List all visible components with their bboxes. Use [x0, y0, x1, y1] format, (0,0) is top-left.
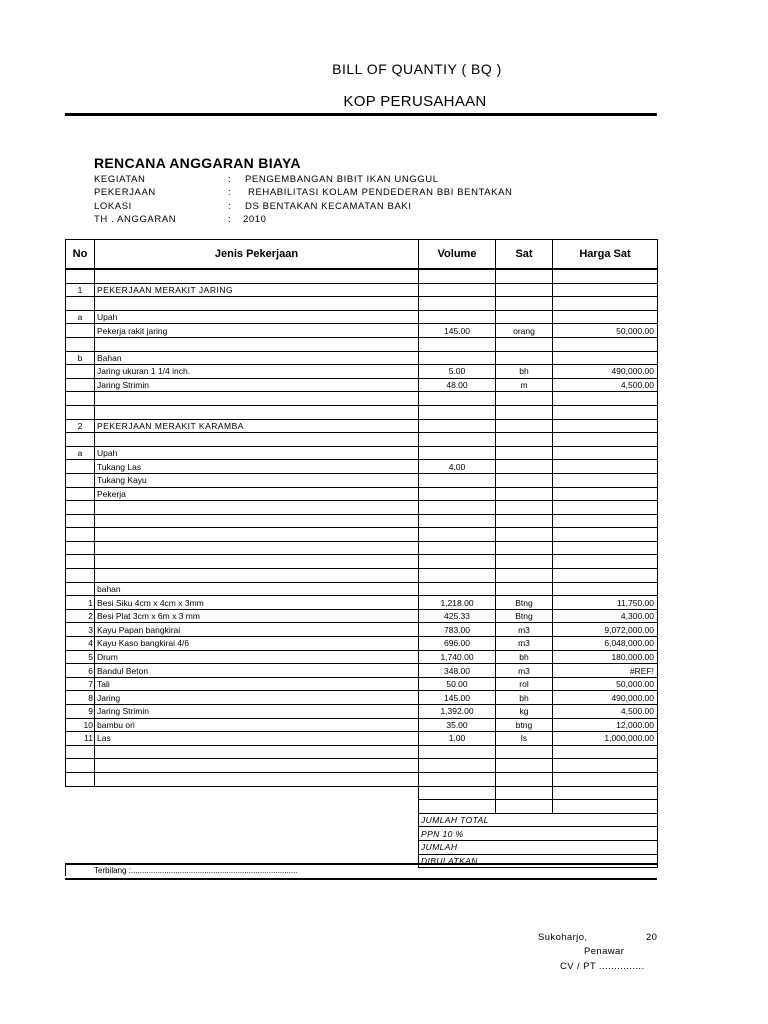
- cell-harga-sat: [553, 514, 658, 528]
- cell-sat: bh: [496, 691, 553, 705]
- info-separator: :: [228, 214, 232, 225]
- cell-sat: Btng: [496, 609, 553, 623]
- table-header-row: [66, 240, 658, 270]
- cell-volume: [419, 337, 496, 351]
- cell-jenis-pekerjaan: [95, 555, 419, 569]
- cell-volume: [419, 528, 496, 542]
- cell-no: [66, 269, 95, 283]
- cell-volume: [419, 310, 496, 324]
- cell-harga-sat: [553, 460, 658, 474]
- info-label-anggaran: TH . ANGGARAN: [94, 214, 177, 225]
- cell-jenis-pekerjaan: Drum: [95, 650, 419, 664]
- cell-jenis-pekerjaan: Tukang Las: [95, 460, 419, 474]
- cell-jenis-pekerjaan: Jaring ukuran 1 1/4 inch.: [95, 365, 419, 379]
- table-row: [66, 351, 658, 365]
- cell-sat: [496, 786, 553, 800]
- header-harga-sat: Harga Sat: [553, 240, 658, 270]
- table-row: [66, 541, 658, 555]
- cell-no: [66, 460, 95, 474]
- cell-harga-sat: [553, 800, 658, 814]
- cell-volume: 145.00: [419, 324, 496, 338]
- cell-harga-sat: [553, 541, 658, 555]
- info-value-pekerjaan: REHABILITASI KOLAM PENDEDERAN BBI BENTAKAN: [248, 187, 513, 198]
- cell-sat: [496, 433, 553, 447]
- cell-volume: 696.00: [419, 637, 496, 651]
- table-row: [66, 650, 658, 664]
- cell-volume: 1,392.00: [419, 705, 496, 719]
- empty-cell: [66, 800, 95, 814]
- cell-harga-sat: [553, 745, 658, 759]
- cell-volume: [419, 392, 496, 406]
- cell-harga-sat: [553, 555, 658, 569]
- empty-cell: [66, 827, 95, 841]
- info-value-anggaran: 2010: [243, 214, 267, 225]
- table-row: [66, 283, 658, 297]
- cell-jenis-pekerjaan: [95, 541, 419, 555]
- cell-volume: 1,218.00: [419, 596, 496, 610]
- cell-jenis-pekerjaan: [95, 433, 419, 447]
- cell-no: [66, 745, 95, 759]
- cell-jenis-pekerjaan: [95, 569, 419, 583]
- summary-label: PPN 10 %: [419, 827, 658, 841]
- cell-sat: [496, 419, 553, 433]
- cell-no: [66, 473, 95, 487]
- cell-sat: kg: [496, 705, 553, 719]
- table-row: [66, 732, 658, 746]
- section-title: PEKERJAAN MERAKIT KARAMBA: [95, 419, 419, 433]
- table-row: [66, 772, 658, 786]
- cell-sat: [496, 446, 553, 460]
- cell-volume: [419, 555, 496, 569]
- cell-jenis-pekerjaan: Bandul Beton: [95, 664, 419, 678]
- cell-volume: [419, 446, 496, 460]
- cell-no: 8: [66, 691, 95, 705]
- cell-sat: m: [496, 378, 553, 392]
- cell-jenis-pekerjaan: Besi Siku 4cm x 4cm x 3mm: [95, 596, 419, 610]
- header-jenis-pekerjaan: Jenis Pekerjaan: [95, 240, 419, 270]
- cell-no: 4: [66, 637, 95, 651]
- cell-jenis-pekerjaan: Kayu Papan bangkirai: [95, 623, 419, 637]
- rab-title: RENCANA ANGGARAN BIAYA: [94, 155, 301, 171]
- cell-no: a: [66, 446, 95, 460]
- cell-jenis-pekerjaan: [95, 759, 419, 773]
- cell-no: [66, 324, 95, 338]
- cell-no: [66, 405, 95, 419]
- empty-cell: [66, 840, 95, 854]
- cell-sat: [496, 541, 553, 555]
- cell-jenis-pekerjaan: [95, 392, 419, 406]
- cell-jenis-pekerjaan: [95, 772, 419, 786]
- cell-sat: [496, 528, 553, 542]
- info-separator: :: [228, 187, 232, 198]
- header-no: No: [66, 240, 95, 270]
- cell-jenis-pekerjaan: Tali: [95, 677, 419, 691]
- table-row: [66, 569, 658, 583]
- empty-cell: [66, 813, 95, 827]
- signature-role: Penawar: [584, 946, 625, 957]
- cell-harga-sat: 1,000,000.00: [553, 732, 658, 746]
- cell-harga-sat: #REF!: [553, 664, 658, 678]
- cell-harga-sat: 4,500.00: [553, 705, 658, 719]
- cell-volume: 145.00: [419, 691, 496, 705]
- cell-no: [66, 772, 95, 786]
- cell-harga-sat: 4,500.00: [553, 378, 658, 392]
- cell-volume: [419, 745, 496, 759]
- cell-harga-sat: [553, 473, 658, 487]
- cell-sat: bh: [496, 365, 553, 379]
- cell-no: 7: [66, 677, 95, 691]
- cell-volume: [419, 351, 496, 365]
- summary-row: [66, 827, 658, 841]
- cell-volume: [419, 405, 496, 419]
- summary-label: JUMLAH: [419, 840, 658, 854]
- cell-harga-sat: [553, 337, 658, 351]
- cell-harga-sat: [553, 283, 658, 297]
- table-row: [66, 745, 658, 759]
- signature-place: Sukoharjo,: [538, 932, 588, 943]
- cell-volume: [419, 541, 496, 555]
- cell-harga-sat: [553, 569, 658, 583]
- cell-jenis-pekerjaan: [95, 405, 419, 419]
- cell-sat: [496, 759, 553, 773]
- cell-harga-sat: [553, 433, 658, 447]
- table-row: [66, 800, 658, 814]
- cell-sat: [496, 569, 553, 583]
- cell-volume: [419, 772, 496, 786]
- cell-volume: 48.00: [419, 378, 496, 392]
- cell-jenis-pekerjaan: bambu ori: [95, 718, 419, 732]
- cell-volume: [419, 569, 496, 583]
- document-title: BILL OF QUANTIY ( BQ ): [332, 61, 502, 77]
- cell-volume: 50.00: [419, 677, 496, 691]
- cell-harga-sat: [553, 419, 658, 433]
- cell-jenis-pekerjaan: bahan: [95, 582, 419, 596]
- summary-label: DIBULATKAN: [419, 854, 658, 868]
- cell-no: 9: [66, 705, 95, 719]
- terbilang-left-border: [65, 863, 66, 876]
- cell-volume: [419, 269, 496, 283]
- bill-of-quantity-table: [65, 239, 658, 868]
- cell-harga-sat: [553, 405, 658, 419]
- cell-volume: 5.00: [419, 365, 496, 379]
- header-volume: Volume: [419, 240, 496, 270]
- cell-sat: Btng: [496, 596, 553, 610]
- cell-harga-sat: 50,000.00: [553, 677, 658, 691]
- table-row: [66, 664, 658, 678]
- cell-sat: [496, 501, 553, 515]
- table-row: [66, 460, 658, 474]
- cell-harga-sat: 50,000.00: [553, 324, 658, 338]
- cell-harga-sat: 11,750.00: [553, 596, 658, 610]
- cell-volume: 1,740.00: [419, 650, 496, 664]
- table-row: [66, 718, 658, 732]
- table-row: [66, 405, 658, 419]
- cell-no: [66, 514, 95, 528]
- cell-no: [66, 541, 95, 555]
- cell-harga-sat: [553, 759, 658, 773]
- table-row: [66, 691, 658, 705]
- cell-volume: [419, 419, 496, 433]
- cell-jenis-pekerjaan: [95, 337, 419, 351]
- cell-no: [66, 392, 95, 406]
- cell-jenis-pekerjaan: Las: [95, 732, 419, 746]
- cell-volume: [419, 786, 496, 800]
- cell-sat: rol: [496, 677, 553, 691]
- cell-harga-sat: 4,300.00: [553, 609, 658, 623]
- cell-jenis-pekerjaan: Tukang Kayu: [95, 473, 419, 487]
- table-row: [66, 637, 658, 651]
- cell-harga-sat: [553, 501, 658, 515]
- cell-jenis-pekerjaan: Kayu Kaso bangkirai 4/6: [95, 637, 419, 651]
- cell-volume: [419, 800, 496, 814]
- cell-volume: [419, 487, 496, 501]
- cell-harga-sat: [553, 392, 658, 406]
- table-row: [66, 582, 658, 596]
- cell-no: 3: [66, 623, 95, 637]
- empty-cell: [66, 786, 95, 800]
- empty-cell: [95, 827, 419, 841]
- cell-harga-sat: [553, 528, 658, 542]
- table-row: [66, 446, 658, 460]
- header-sat: Sat: [496, 240, 553, 270]
- cell-no: [66, 501, 95, 515]
- cell-no: [66, 582, 95, 596]
- cell-no: 2: [66, 419, 95, 433]
- table-row: [66, 269, 658, 283]
- cell-jenis-pekerjaan: Pekerja: [95, 487, 419, 501]
- table-row: [66, 705, 658, 719]
- info-label-lokasi: LOKASI: [94, 201, 132, 212]
- cell-jenis-pekerjaan: [95, 745, 419, 759]
- company-letterhead: KOP PERUSAHAAN: [343, 93, 487, 110]
- table-row: [66, 609, 658, 623]
- empty-cell: [95, 800, 419, 814]
- cell-sat: [496, 283, 553, 297]
- cell-jenis-pekerjaan: Pekerja rakit jaring: [95, 324, 419, 338]
- cell-volume: 348.00: [419, 664, 496, 678]
- cell-no: [66, 337, 95, 351]
- cell-sat: [496, 514, 553, 528]
- table-row: [66, 392, 658, 406]
- cell-volume: [419, 582, 496, 596]
- cell-volume: 425.33: [419, 609, 496, 623]
- cell-sat: [496, 392, 553, 406]
- table-row: [66, 297, 658, 311]
- cell-harga-sat: [553, 351, 658, 365]
- table-row: [66, 677, 658, 691]
- cell-jenis-pekerjaan: Jaring Strimin: [95, 705, 419, 719]
- cell-harga-sat: [553, 487, 658, 501]
- cell-harga-sat: 490,000.00: [553, 365, 658, 379]
- cell-volume: 1.00: [419, 732, 496, 746]
- table-row: [66, 324, 658, 338]
- cell-sat: m3: [496, 664, 553, 678]
- cell-volume: [419, 473, 496, 487]
- table-row: [66, 786, 658, 800]
- cell-jenis-pekerjaan: Upah: [95, 310, 419, 324]
- terbilang-text: Terbilang :...........................................................................: [94, 866, 298, 875]
- cell-jenis-pekerjaan: [95, 528, 419, 542]
- cell-jenis-pekerjaan: [95, 501, 419, 515]
- cell-volume: [419, 501, 496, 515]
- cell-harga-sat: [553, 446, 658, 460]
- cell-no: [66, 759, 95, 773]
- table-row: [66, 623, 658, 637]
- info-label-pekerjaan: PEKERJAAN: [94, 187, 156, 198]
- cell-sat: [496, 460, 553, 474]
- summary-label: JUMLAH TOTAL: [419, 813, 658, 827]
- cell-no: 1: [66, 596, 95, 610]
- summary-row: [66, 813, 658, 827]
- cell-sat: [496, 555, 553, 569]
- cell-sat: [496, 297, 553, 311]
- cell-harga-sat: [553, 269, 658, 283]
- cell-harga-sat: [553, 297, 658, 311]
- cell-sat: ls: [496, 732, 553, 746]
- cell-volume: 783.00: [419, 623, 496, 637]
- cell-harga-sat: [553, 786, 658, 800]
- table-row: [66, 378, 658, 392]
- table-row: [66, 473, 658, 487]
- cell-sat: orang: [496, 324, 553, 338]
- table-row: [66, 528, 658, 542]
- cell-sat: [496, 351, 553, 365]
- cell-jenis-pekerjaan: Bahan: [95, 351, 419, 365]
- cell-sat: bh: [496, 650, 553, 664]
- cell-harga-sat: 9,072,000.00: [553, 623, 658, 637]
- cell-no: 1: [66, 283, 95, 297]
- cell-sat: btng: [496, 718, 553, 732]
- cell-no: b: [66, 351, 95, 365]
- cell-no: [66, 365, 95, 379]
- table-row: [66, 555, 658, 569]
- cell-sat: [496, 310, 553, 324]
- cell-sat: [496, 582, 553, 596]
- cell-sat: [496, 772, 553, 786]
- cell-jenis-pekerjaan: [95, 297, 419, 311]
- cell-no: [66, 569, 95, 583]
- cell-sat: [496, 487, 553, 501]
- cell-jenis-pekerjaan: Upah: [95, 446, 419, 460]
- cell-jenis-pekerjaan: Jaring Strimin: [95, 378, 419, 392]
- cell-sat: [496, 337, 553, 351]
- cell-jenis-pekerjaan: [95, 514, 419, 528]
- table-row: [66, 337, 658, 351]
- empty-cell: [95, 840, 419, 854]
- table-row: [66, 487, 658, 501]
- cell-sat: [496, 800, 553, 814]
- info-separator: :: [228, 201, 232, 212]
- info-value-lokasi: DS BENTAKAN KECAMATAN BAKI: [245, 201, 412, 212]
- cell-harga-sat: [553, 582, 658, 596]
- info-separator: :: [228, 174, 232, 185]
- cell-harga-sat: 6,048,000.00: [553, 637, 658, 651]
- cell-volume: 4.00: [419, 460, 496, 474]
- cell-sat: [496, 405, 553, 419]
- cell-no: 2: [66, 609, 95, 623]
- cell-volume: [419, 514, 496, 528]
- cell-sat: m3: [496, 623, 553, 637]
- cell-volume: 35.00: [419, 718, 496, 732]
- cell-no: [66, 433, 95, 447]
- cell-no: [66, 378, 95, 392]
- info-value-kegiatan: PENGEMBANGAN BIBIT IKAN UNGGUL: [245, 174, 439, 185]
- table-row: [66, 433, 658, 447]
- table-row: [66, 596, 658, 610]
- cell-no: a: [66, 310, 95, 324]
- table-row: [66, 759, 658, 773]
- cell-jenis-pekerjaan: [95, 269, 419, 283]
- empty-cell: [95, 813, 419, 827]
- cell-harga-sat: [553, 310, 658, 324]
- table-row: [66, 365, 658, 379]
- cell-jenis-pekerjaan: Jaring: [95, 691, 419, 705]
- cell-volume: [419, 433, 496, 447]
- cell-sat: m3: [496, 637, 553, 651]
- cell-no: [66, 528, 95, 542]
- cell-no: [66, 297, 95, 311]
- cell-no: 10: [66, 718, 95, 732]
- table-row: [66, 310, 658, 324]
- cell-jenis-pekerjaan: Besi Plat 3cm x 6m x 3 mm: [95, 609, 419, 623]
- cell-volume: [419, 759, 496, 773]
- cell-harga-sat: [553, 772, 658, 786]
- cell-no: 6: [66, 664, 95, 678]
- signature-company: CV / PT ...............: [560, 961, 645, 972]
- cell-sat: [496, 269, 553, 283]
- cell-harga-sat: 180,000.00: [553, 650, 658, 664]
- signature-year: 20: [646, 932, 658, 943]
- table-row: [66, 419, 658, 433]
- cell-volume: [419, 297, 496, 311]
- cell-harga-sat: 490,000.00: [553, 691, 658, 705]
- cell-no: [66, 555, 95, 569]
- cell-volume: [419, 283, 496, 297]
- info-label-kegiatan: KEGIATAN: [94, 174, 146, 185]
- table-row: [66, 514, 658, 528]
- cell-no: 5: [66, 650, 95, 664]
- cell-harga-sat: 12,000.00: [553, 718, 658, 732]
- cell-sat: [496, 473, 553, 487]
- summary-row: [66, 840, 658, 854]
- section-title: PEKERJAAN MERAKIT JARING: [95, 283, 419, 297]
- empty-cell: [95, 786, 419, 800]
- cell-no: [66, 487, 95, 501]
- cell-sat: [496, 745, 553, 759]
- cell-no: 11: [66, 732, 95, 746]
- header-rule: [65, 113, 657, 116]
- table-row: [66, 501, 658, 515]
